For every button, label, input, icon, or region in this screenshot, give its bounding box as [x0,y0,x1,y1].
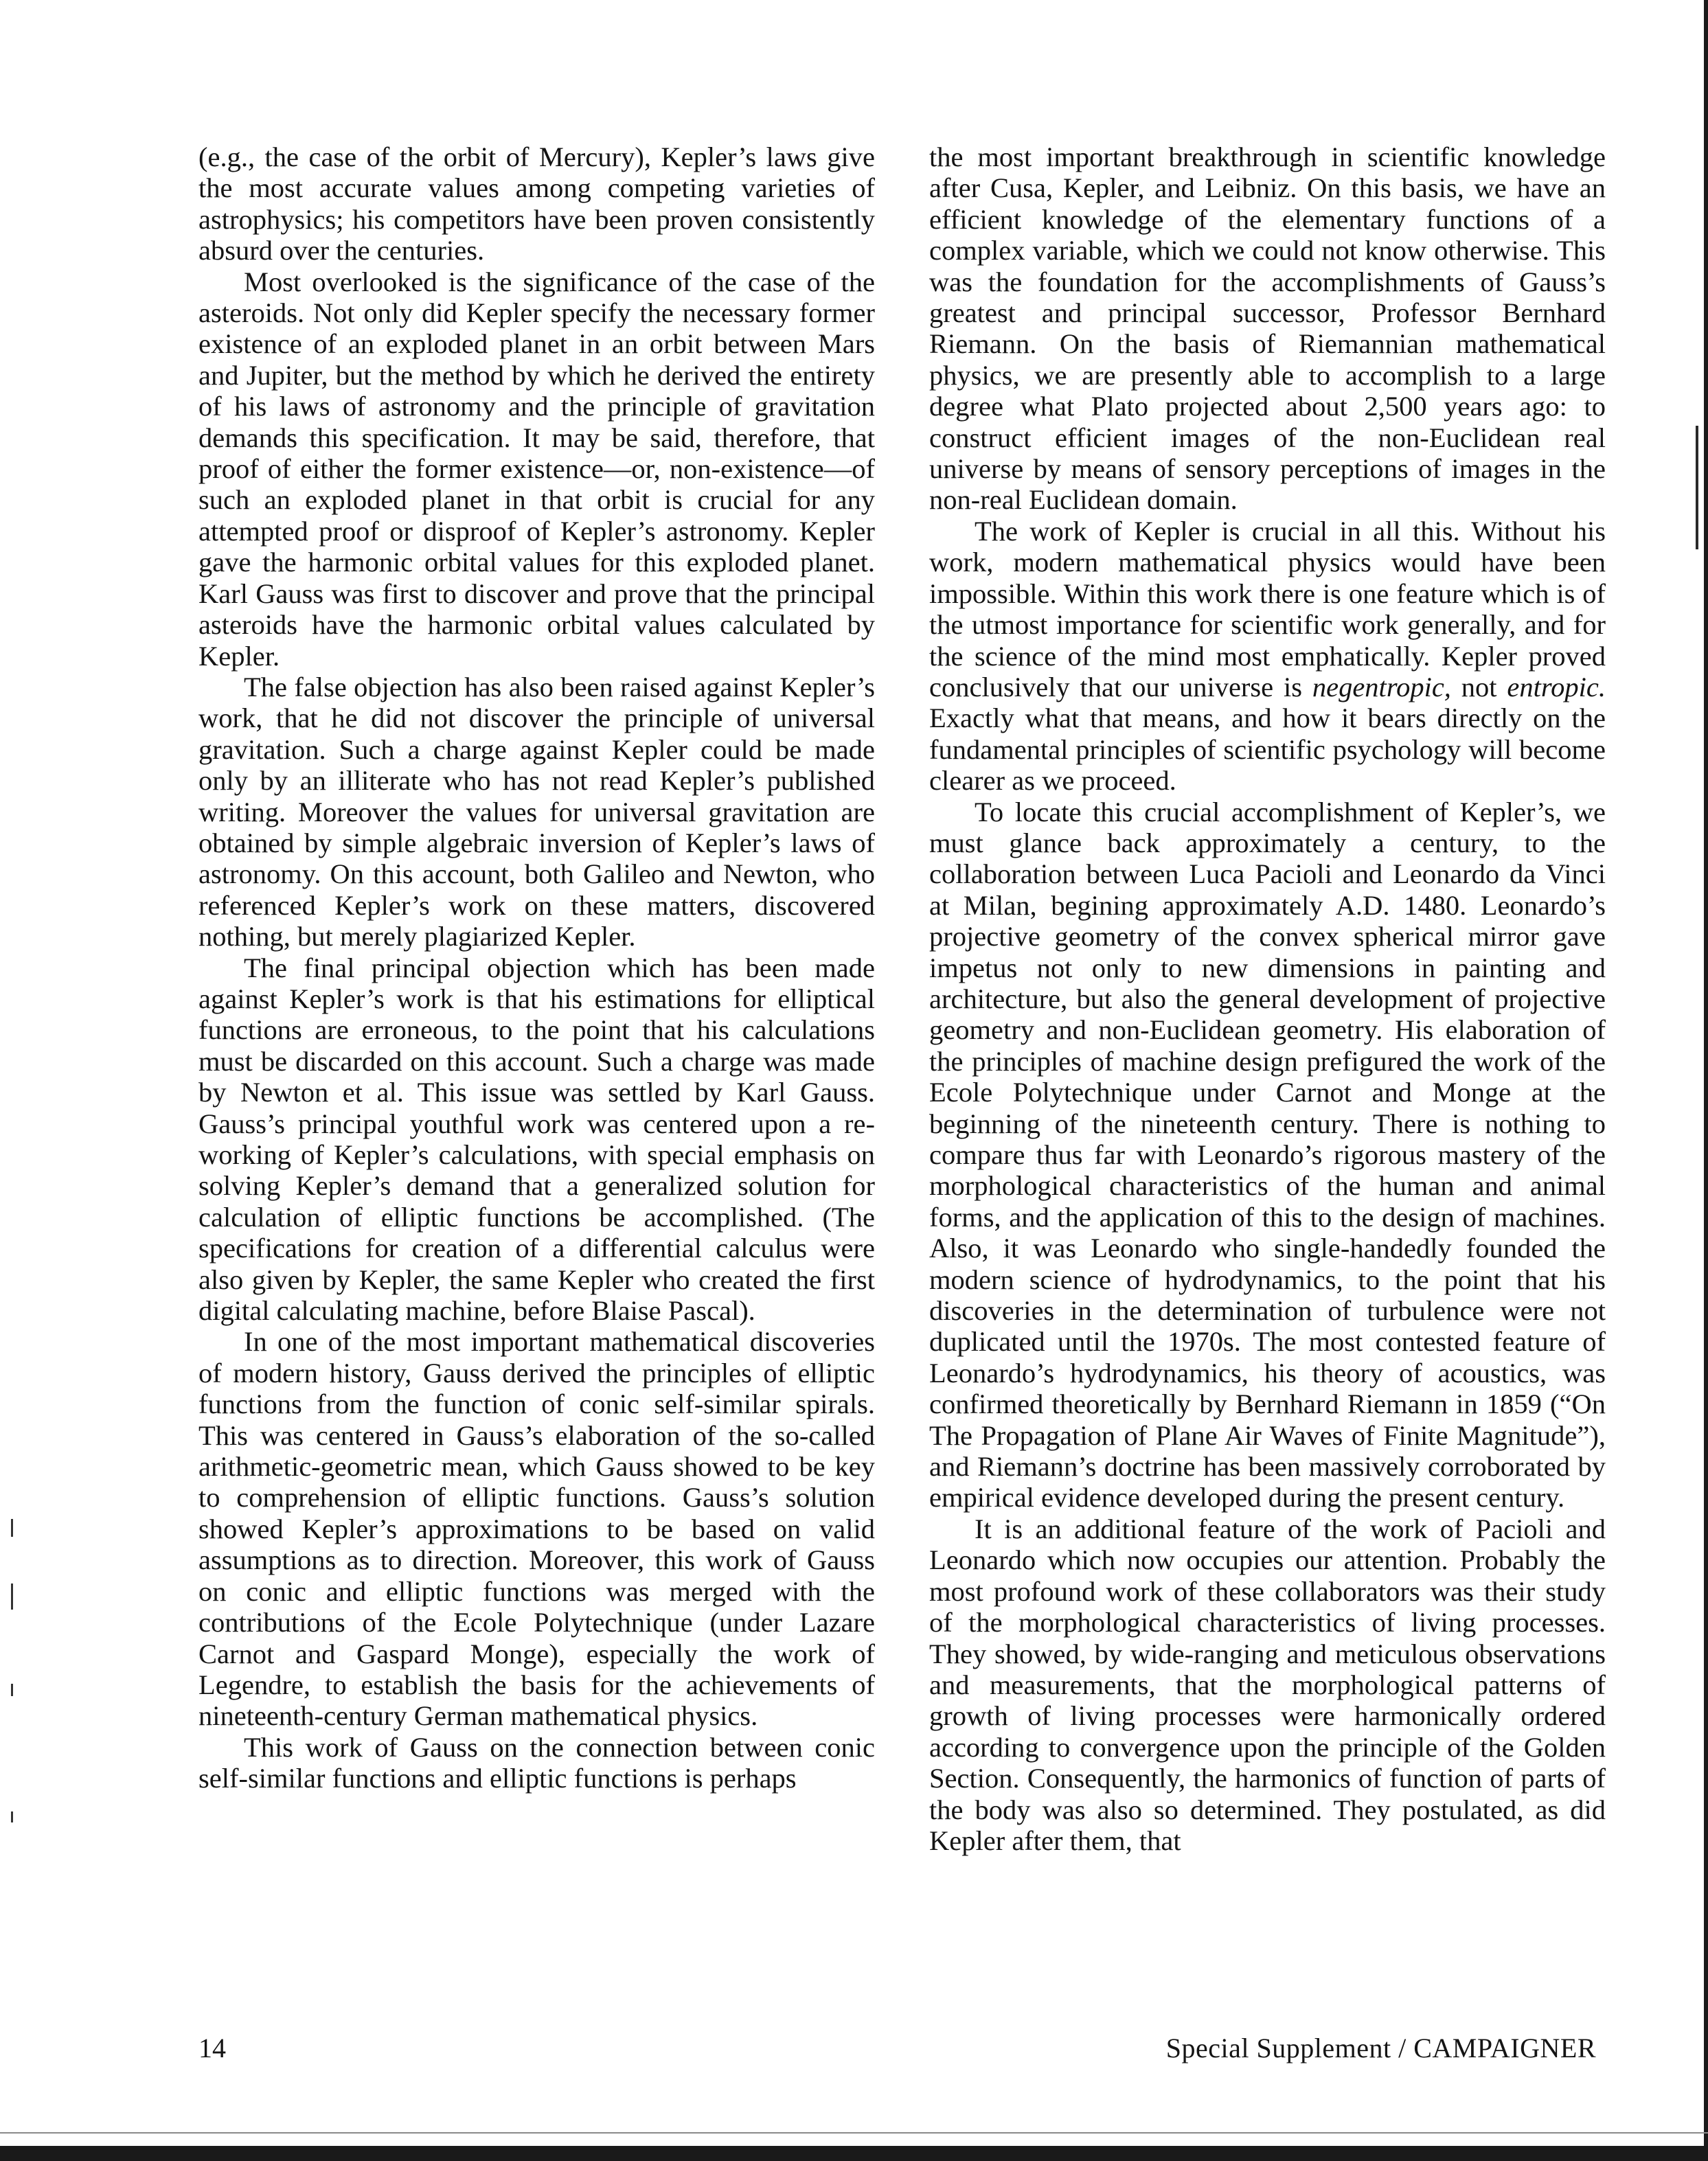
emphasis-text: entropic. [1507,671,1606,702]
margin-mark [11,1519,13,1537]
page-edge-right [1704,0,1708,2161]
page-edge-line [0,2132,1708,2134]
paragraph-text: The work of Kepler is crucial in all this. Without his work, modern mathematical physics would have been impossible. Within this work there is one feature which is of the utmost importance for scientific work generally, and for the science of the mind most emphatically. Kepler proved conclusively that our universe is [929,515,1606,702]
paragraph-text: Exactly what that means, and how it bears directly on the fundamental principles of scientific psychology will become clearer as we proceed. [929,702,1606,797]
paragraph: This work of Gauss on the connection between conic self-similar functions and elliptic functions is perhaps [198,1731,875,1794]
margin-mark [11,1811,13,1822]
paragraph: the most important breakthrough in scientific knowledge after Cusa, Kepler, and Leibniz. On this basis, we have an efficient knowledge of the elementary functions of a complex variable, which we could not know otherwise. This was the foundation for the accomplishments of Gauss’s greatest and principal successor, Professor Bernhard Riemann. On the basis of Riemannian mathematical physics, we are presently able to accomplish to a large degree what Plato projected about 2,500 years ago: to construct efficient images of the non-Euclidean real universe by means of sensory perceptions of images in the non-real Euclidean domain. [929,141,1606,516]
paragraph: It is an additional feature of the work of Pacioli and Leonardo which now occupies our attention. Probably the most profound work of these collaborators was their study of the morphological characteristics of living processes. They showed, by wide-ranging and meticulous observations and measurements, that the morphological patterns of growth of living processes were harmonically ordered according to convergence upon the principle of the Golden Section. Consequently, the harmonics of function of parts of the body was also so determined. They postulated, as did Kepler after them, that [929,1513,1606,1856]
left-column [198,141,875,1794]
page-edge-mark [1696,426,1698,549]
running-footer: Special Supplement / CAMPAIGNER [1165,2033,1596,2063]
page-number: 14 [198,2033,226,2063]
margin-mark [11,1684,13,1696]
paragraph: Most overlooked is the significance of the case of the asteroids. Not only did Kepler specify the necessary former existence of an exploded planet in an orbit between Mars and Jupiter, but the method by which he derived the entirety of his laws of astronomy and the principle of gravitation demands this specification. It may be said, therefore, that proof of either the former existence—or, non-existence—of such an exploded planet in that orbit is crucial for any attempted proof or disproof of Kepler’s astronomy. Kepler gave the harmonic orbital values for this exploded planet. Karl Gauss was first to discover and prove that the principal asteroids have the harmonic orbital values calculated by Kepler. [198,266,875,672]
page-edge-bottom [0,2146,1708,2161]
paragraph: In one of the most important mathematical discoveries of modern history, Gauss derived the principles of elliptic functions from the function of conic self-similar spirals. This was centered in Gauss’s elaboration of the so-called arithmetic-geometric mean, which Gauss showed to be key to comprehension of elliptic functions. Gauss’s solution showed Kepler’s approximations to be based on valid assumptions as to direction. Moreover, this work of Gauss on conic and elliptic functions was merged with the contributions of the Ecole Polytechnique (under Lazare Carnot and Gaspard Monge), especially the work of Legendre, to establish the basis for the achievements of nineteenth-century German mathematical physics. [198,1326,875,1732]
paragraph: The false objection has also been raised against Kepler’s work, that he did not discover the principle of universal gravitation. Such a charge against Kepler could be made only by an illiterate who has not read Kepler’s published writing. Moreover the values for universal gravitation are obtained by simple algebraic inversion of Kepler’s laws of astronomy. On this account, both Galileo and Newton, who referenced Kepler’s work on these matters, discovered nothing, but merely plagiarized Kepler. [198,671,875,952]
right-column [929,141,1606,1856]
paragraph: The final principal objection which has been made against Kepler’s work is that his estimations for elliptical functions are erroneous, to the point that his calculations must be discarded on this account. Such a charge was made by Newton et al. This issue was settled by Karl Gauss. Gauss’s principal youthful work was centered upon a re-working of Kepler’s calculations, with special emphasis on solving Kepler’s demand that a generalized solution for calculation of elliptic functions be accomplished. (The specifications for creation of a differential calculus were also given by Kepler, the same Kepler who created the first digital calculating machine, before Blaise Pascal). [198,952,875,1327]
paragraph [929,516,1606,797]
paragraph-text: not [1450,671,1507,702]
emphasis-text: negentropic, [1312,671,1451,702]
paragraph: To locate this crucial accomplishment of Kepler’s, we must glance back approximately a century, to the collaboration between Luca Pacioli and Leonardo da Vinci at Milan, begining approximately A.D. 1480. Leonardo’s projective geometry of the convex spherical mirror gave impetus not only to new dimensions in painting and architecture, but also the general development of projective geometry and non-Euclidean geometry. His elaboration of the principles of machine design prefigured the work of the Ecole Polytechnique under Carnot and Monge at the beginning of the nineteenth century. There is nothing to compare thus far with Leonardo’s rigorous mastery of the morphological characteristics of the human and animal forms, and the application of this to the design of machines. Also, it was Leonardo who single-handedly founded the modern science of hydrodynamics, to the point that his discoveries in the determination of turbulence were not duplicated until the 1970s. The most contested feature of Leonardo’s hydrodynamics, his theory of acoustics, was confirmed theoretically by Bernhard Riemann in 1859 (“On The Propagation of Plane Air Waves of Finite Magnitude”), and Riemann’s doctrine has been massively corroborated by empirical evidence developed during the present century. [929,796,1606,1513]
paragraph: (e.g., the case of the orbit of Mercury), Kepler’s laws give the most accurate values among competing varieties of astrophysics; his competitors have been proven consistently absurd over the centuries. [198,141,875,266]
margin-mark [11,1583,13,1610]
